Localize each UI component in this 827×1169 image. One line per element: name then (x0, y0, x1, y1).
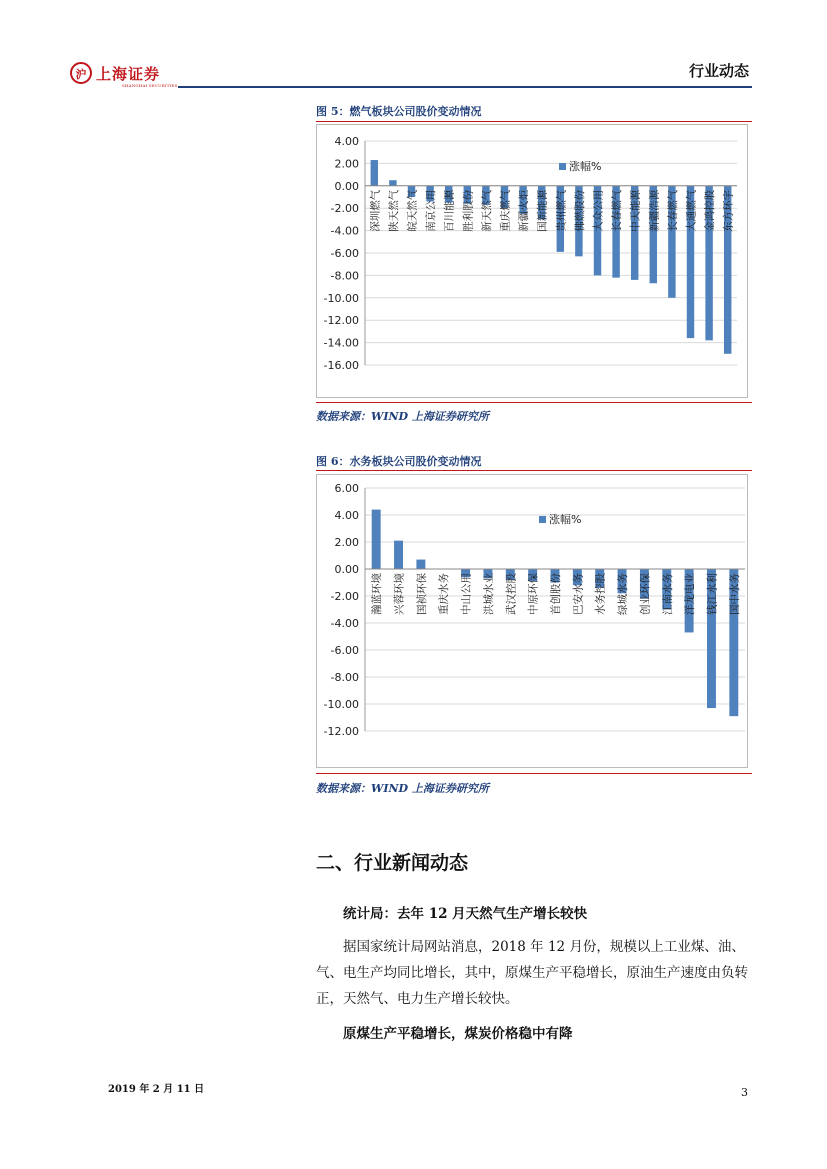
header-divider (178, 86, 752, 88)
figure6-chart (317, 475, 747, 767)
y-tick-label: -6.00 (330, 644, 359, 657)
x-tick-label: 水务控股 (594, 573, 607, 615)
y-tick-label: -8.00 (330, 671, 359, 684)
figure5-chart-frame (316, 124, 748, 398)
y-tick-label: -12.00 (323, 725, 359, 738)
x-tick-label: 中山公用 (460, 573, 473, 615)
bar (394, 541, 403, 569)
x-tick-label: 长春燃气 (666, 189, 679, 232)
figure5-source: 数据来源：WIND 上海证券研究所 (316, 410, 489, 423)
company-logo (70, 62, 178, 88)
legend-label: 涨幅% (549, 513, 582, 526)
figure6-chart-frame (316, 474, 748, 768)
y-tick-label: 0.00 (334, 179, 359, 193)
x-tick-label: 新疆浩源 (648, 189, 661, 232)
news-title: 统计局：去年 12 月天然气生产增长较快 (343, 906, 588, 922)
footer-date: 2019 年 2 月 11 日 (108, 1084, 205, 1095)
y-tick-label: 2.00 (334, 536, 359, 549)
logo-subtext: SHANGHAI SECURITIES (122, 82, 178, 88)
x-tick-label: 创业环保 (639, 573, 652, 615)
x-tick-label: 胜利股份 (462, 189, 475, 232)
y-tick-label: -2.00 (330, 590, 359, 603)
x-tick-label: 皖天然气 (406, 189, 419, 232)
news-subheading: 原煤生产平稳增长，煤炭价格稳中有降 (343, 1026, 573, 1042)
bar (389, 180, 396, 186)
y-tick-label: -8.00 (330, 269, 359, 283)
y-tick-label: -4.00 (330, 617, 359, 630)
x-tick-label: 洋龙电业 (684, 573, 697, 615)
legend-label: 涨幅% (569, 160, 602, 173)
y-tick-label: -10.00 (323, 698, 359, 711)
figure5-top-rule (316, 121, 752, 122)
figure6-title: 图 6：水务板块公司股价变动情况 (316, 455, 482, 468)
x-tick-label: 国新能源 (536, 189, 549, 232)
y-tick-label: 4.00 (334, 135, 359, 148)
logo-text: 上海证券 (96, 64, 161, 83)
x-tick-label: 江南水务 (661, 573, 674, 615)
x-tick-label: 长春燃气 (611, 189, 624, 232)
page-number: 3 (741, 1086, 748, 1099)
x-tick-label: 新天然气 (480, 189, 493, 232)
y-tick-label: -14.00 (323, 336, 359, 350)
news-paragraph: 据国家统计局网站消息，2018 年 12 月份，规模以上工业煤、油、气、电生产均同比增长，其中，原煤生产平稳增长，原油生产速度由负转正，天然气、电力生产增长较快。 (316, 939, 748, 1007)
x-tick-label: 首创股份 (550, 573, 562, 615)
y-tick-label: -12.00 (323, 314, 359, 328)
figure5-title: 图 5：燃气板块公司股价变动情况 (316, 105, 482, 118)
x-tick-label: 佛燃股份 (573, 189, 586, 232)
x-tick-label: 绿城水务 (617, 573, 630, 615)
x-tick-label: 金鸿控股 (704, 189, 717, 232)
legend-swatch (539, 516, 546, 523)
x-tick-label: 南京公用 (425, 189, 438, 232)
bar (371, 160, 378, 186)
y-tick-label: -16.00 (323, 359, 359, 372)
x-tick-label: 重庆燃气 (499, 189, 512, 232)
y-tick-label: 2.00 (334, 157, 359, 171)
x-tick-label: 洪城水业 (482, 573, 495, 615)
logo-emblem-icon: 沪 (70, 62, 92, 84)
x-tick-label: 重庆水务 (438, 573, 451, 615)
y-tick-label: -6.00 (330, 247, 359, 260)
y-tick-label: 0.00 (334, 563, 359, 576)
x-tick-label: 大通燃气 (685, 189, 698, 232)
figure6-bottom-rule (316, 773, 752, 774)
x-tick-label: 武汉控股 (505, 573, 518, 615)
legend-swatch (559, 163, 566, 170)
y-tick-label: 6.00 (334, 482, 359, 495)
x-tick-label: 中天能源 (629, 189, 642, 232)
x-tick-label: 东方环宇 (722, 189, 735, 232)
y-tick-label: -10.00 (323, 291, 359, 305)
figure5-bottom-rule (316, 402, 752, 403)
x-tick-label: 新疆火炬 (518, 189, 531, 232)
x-tick-label: 百川能源 (443, 189, 456, 232)
y-tick-label: -4.00 (330, 224, 359, 238)
x-tick-label: 兴蓉环境 (393, 573, 406, 615)
y-tick-label: 4.00 (334, 509, 359, 522)
x-tick-label: 陕天然气 (387, 189, 400, 232)
figure6-top-rule (316, 470, 752, 471)
x-tick-label: 中原环保 (527, 573, 540, 615)
x-tick-label: 深圳燃气 (369, 189, 382, 232)
x-tick-label: 钱江水利 (706, 573, 719, 615)
x-tick-label: 国中水务 (728, 573, 741, 615)
x-tick-label: 大众公用 (592, 189, 605, 232)
bar (372, 510, 381, 569)
x-tick-label: 贵州燃气 (555, 189, 568, 232)
x-tick-label: 国祯环保 (415, 573, 428, 615)
bar (416, 560, 425, 569)
x-tick-label: 巴安水务 (572, 573, 585, 615)
y-tick-label: -2.00 (330, 202, 359, 216)
section-heading: 二、行业新闻动态 (316, 852, 469, 874)
figure5-chart (317, 125, 747, 397)
x-tick-label: 瀚蓝环境 (371, 573, 384, 615)
figure6-source: 数据来源：WIND 上海证券研究所 (316, 782, 489, 795)
page-header-title: 行业动态 (688, 62, 749, 80)
